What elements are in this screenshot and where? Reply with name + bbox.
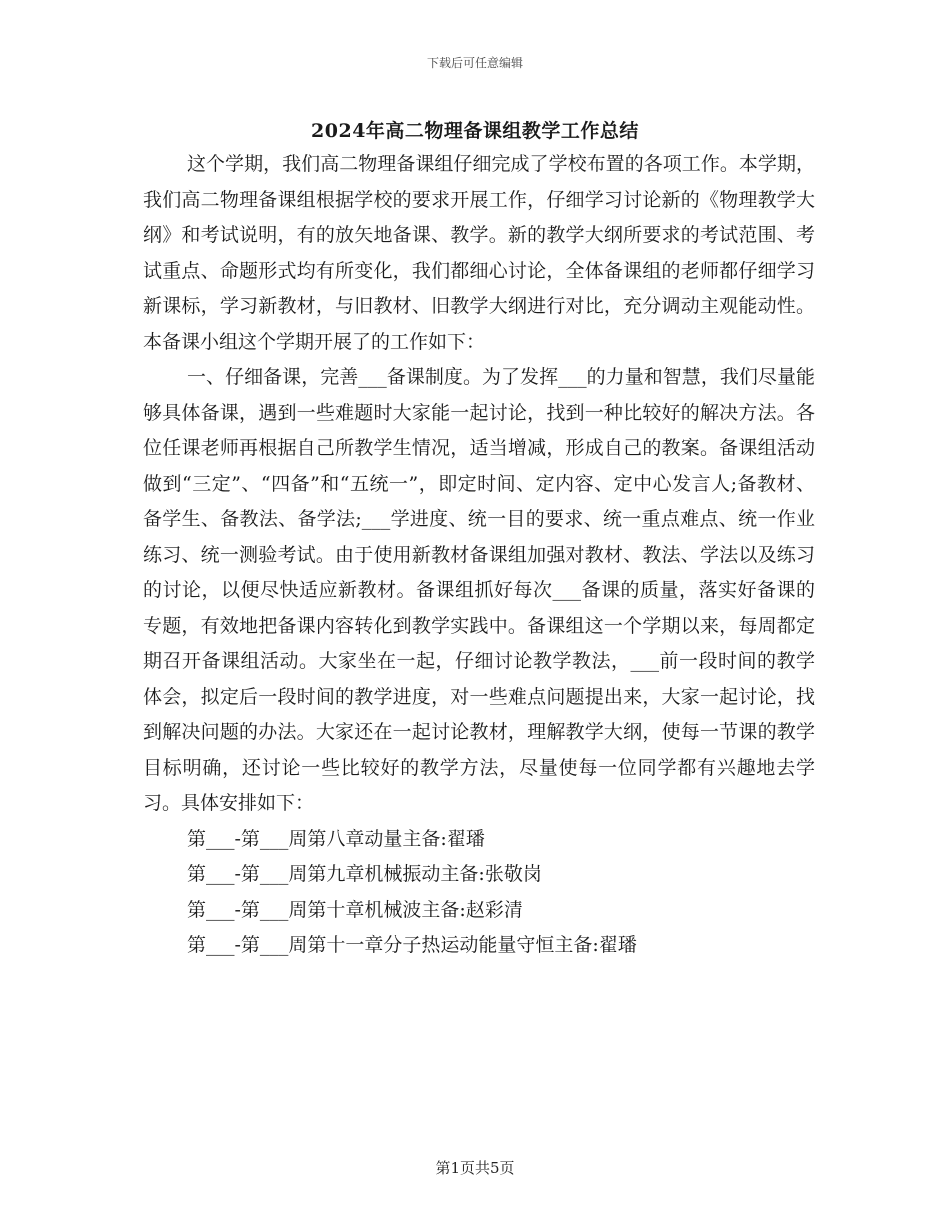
intro-paragraph: 这个学期，我们高二物理备课组仔细完成了学校布置的各项工作。本学期，我们高二物理备课组根据学校的要求开展工作，仔细学习讨论新的《物理教学大纲》和考试说明，有的放矢地备课、教学。新的教学大纲所要求的考试范围、考试重点、命题形式均有所变化，我们都细心讨论，全体备课组的老师都仔细学习新课标，学习新教材，与旧教材、旧教学大纲进行对比，充分调动主观能动性。本备课小组这个学期开展了的工作如下：: [143, 153, 815, 353]
section-one-paragraph: 一、仔细备课，完善___备课制度。为了发挥___的力量和智慧，我们尽量能够具体备课，遇到一些难题时大家能一起讨论，找到一种比较好的解决方法。各位任课老师再根据自己所教学生情况，适当增减，形成自己的教案。备课组活动做到“三定”、“四备”和“五统一”，即定时间、定内容、定中心发言人;备教材、备学生、备教法、备学法;___学进度、统一目的要求、统一重点难点、统一作业练习、统一测验考试。由于使用新教材备课组加强对教材、教法、学法以及练习的讨论，以便尽快适应新教材。备课组抓好每次___备课的质量，落实好备课的专题，有效地把备课内容转化到教学实践中。备课组这一个学期以来，每周都定期召开备课组活动。大家坐在一起，仔细讨论教学教法，___前一段时间的教学体会，拟定后一段时间的教学进度，对一些难点问题提出来，大家一起讨论，找到解决问题的办法。大家还在一起讨论教材，理解教学大纲，使每一节课的教学目标明确，还讨论一些比较好的教学方法，尽量使每一位同学都有兴趣地去学习。具体安排如下：: [143, 366, 815, 814]
header-note: 下载后可任意编辑: [426, 56, 523, 70]
schedule-item: 第___-第___周第九章机械振动主备:张敬岗: [187, 863, 542, 885]
document-body: [143, 147, 815, 964]
schedule-item: 第___-第___周第十章机械波主备:赵彩清: [187, 898, 523, 921]
schedule-list: [143, 822, 815, 964]
schedule-item: 第___-第___周第八章动量主备:翟璠: [187, 827, 485, 850]
document-title: 2024年高二物理备课组教学工作总结: [311, 120, 639, 142]
page-number: 第1页共5页: [435, 1159, 515, 1177]
schedule-item: 第___-第___周第十一章分子热运动能量守恒主备:翟璠: [187, 934, 637, 956]
